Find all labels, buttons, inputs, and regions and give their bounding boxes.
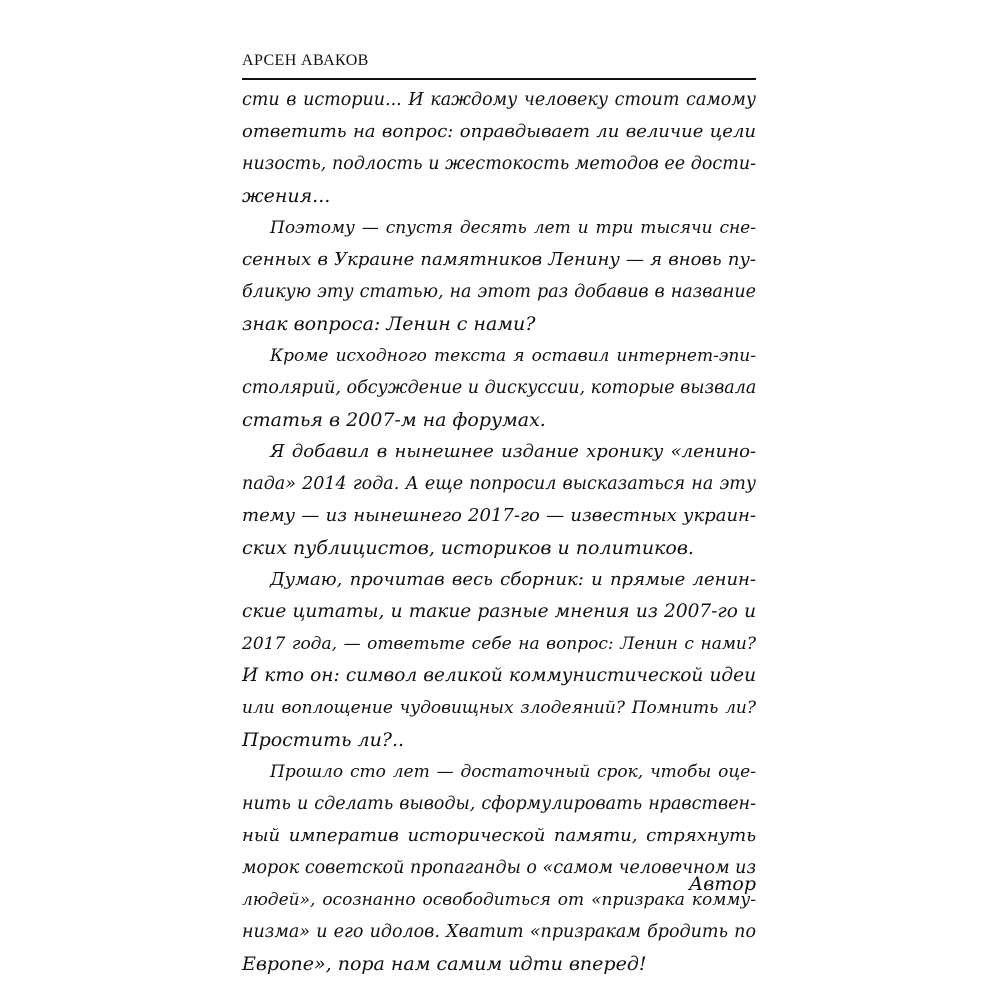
running-header-author: АРСЕН АВАКОВ [242, 52, 369, 69]
text-line: Европе», пора нам самим идти вперед! [242, 953, 647, 975]
text-line: ских публицистов, историков и политиков. [242, 537, 694, 559]
text-line: И кто он: символ великой коммунистической идеи [242, 665, 756, 686]
text-line: знак вопроса: Ленин с нами? [242, 313, 536, 335]
text-line: ские цитаты, и такие разные мнения из 2007-го и [242, 601, 756, 622]
text-line: пада» 2014 года. А еще попросил высказаться на эту [242, 474, 756, 494]
text-line: низость, подлость и жестокость методов ее дости- [242, 154, 756, 174]
text-line: тему — из нынешнего 2017-го — известных украин- [242, 505, 756, 526]
text-line: нить и сделать выводы, сформулировать нравствен- [242, 794, 756, 814]
text-line: Думаю, прочитав весь сборник: и прямые ленин- [270, 569, 756, 590]
text-line: ответить на вопрос: оправдывает ли величие цели [242, 121, 756, 142]
text-line: или воплощение чудовищных злодеяний? Помнить ли? [242, 698, 756, 718]
text-line: Поэтому — спустя десять лет и три тысячи сне- [270, 218, 756, 238]
text-line: сенных в Украине памятников Ленину — я вновь пу- [242, 249, 756, 270]
text-line: ный императив исторической памяти, стряхнуть [242, 825, 756, 846]
text-line: 2017 года, — ответьте себе на вопрос: Ленин с нами? [242, 634, 756, 654]
text-line: людей», осознанно освободиться от «призрака комму- [242, 890, 756, 910]
text-line: низма» и его идолов. Хватит «призракам бродить по [242, 922, 756, 942]
text-line: Прошло сто лет — достаточный срок, чтобы оце- [270, 762, 756, 782]
text-line: жения... [242, 185, 331, 207]
text-line: Кроме исходного текста я оставил интернет-эпи- [270, 346, 756, 366]
text-line: статья в 2007-м на форумах. [242, 409, 546, 431]
text-line: Я добавил в нынешнее издание хронику «ленино- [270, 441, 756, 462]
author-signature: Автор [688, 873, 756, 895]
text-line: сти в истории... И каждому человеку стоит самому [242, 90, 756, 110]
text-line: морок советской пропаганды о «самом человечном из [242, 858, 756, 878]
text-line: Простить ли?.. [242, 729, 405, 751]
text-line: столярий, обсуждение и дискуссии, которые вызвала [242, 378, 757, 398]
text-line: бликую эту статью, на этот раз добавив в название [242, 282, 756, 302]
running-header [242, 50, 756, 80]
